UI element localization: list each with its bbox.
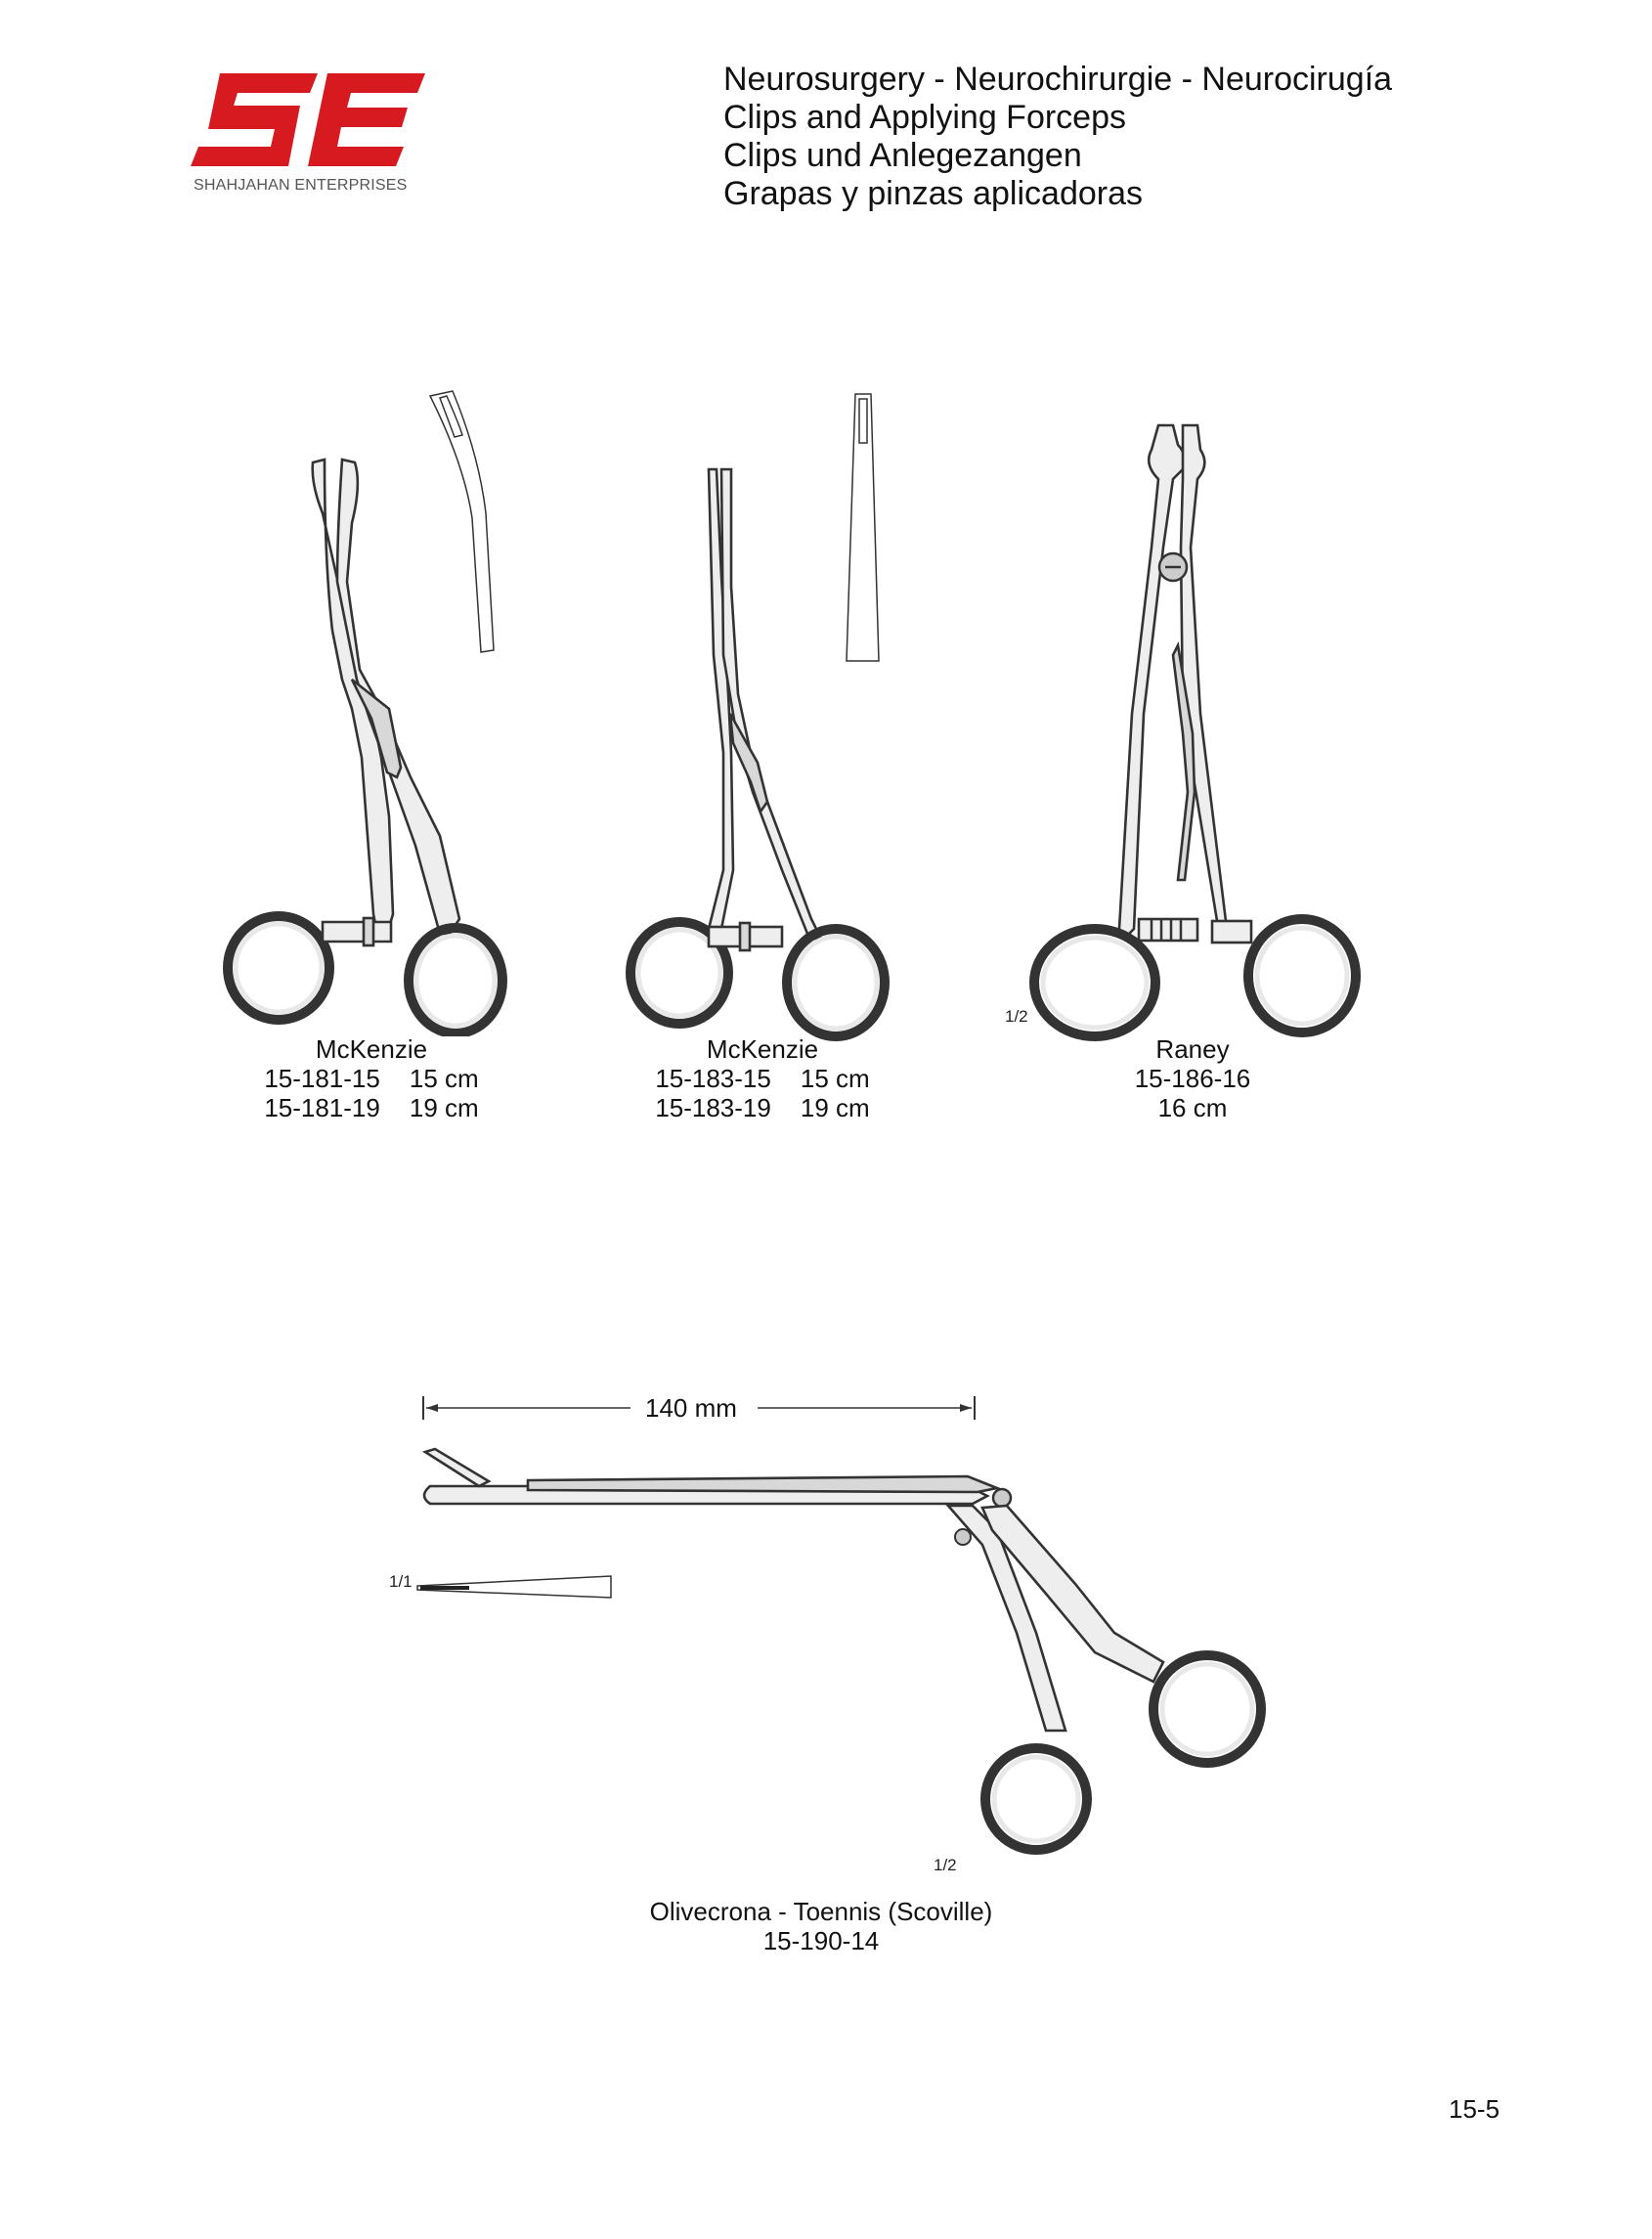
brand-name: SHAHJAHAN ENTERPRISES	[194, 177, 408, 194]
raney-clip-forceps-image	[1026, 420, 1369, 1046]
product-name: McKenzie	[706, 1034, 819, 1064]
product-size: 15 cm	[800, 1064, 870, 1093]
variant-row	[235, 1064, 508, 1093]
page-header	[723, 61, 1392, 213]
header-line-3: Clips und Anlegezangen	[723, 137, 1082, 174]
olivecrona-tip-scale-label: 1/1	[389, 1572, 413, 1591]
page-number: 15-5	[1449, 2094, 1500, 2124]
variant-row	[626, 1093, 899, 1122]
product-caption-mckenzie-2	[626, 1034, 899, 1122]
product-name: Olivecrona - Toennis (Scoville)	[649, 1897, 993, 1926]
header-line-1: Neurosurgery - Neurochirurgie - Neurocirugía	[723, 61, 1393, 98]
raney-scale-label: 1/2	[1005, 1007, 1028, 1026]
product-name: McKenzie	[315, 1034, 428, 1064]
product-size: 19 cm	[800, 1093, 870, 1122]
variant-row	[626, 1064, 899, 1093]
variant-row	[235, 1093, 508, 1122]
product-caption-mckenzie-1	[235, 1034, 508, 1122]
product-size: 15 cm	[409, 1064, 479, 1093]
product-size: 16 cm	[1157, 1093, 1228, 1122]
product-code: 15-183-15	[655, 1064, 771, 1093]
product-size: 19 cm	[409, 1093, 479, 1122]
dimension-label: 140 mm	[645, 1393, 737, 1423]
olivecrona-scale-label: 1/2	[934, 1856, 957, 1874]
header-line-4: Grapas y pinzas aplicadoras	[723, 175, 1144, 212]
product-caption-olivecrona	[626, 1897, 1017, 1955]
product-code: 15-181-19	[264, 1093, 380, 1122]
product-caption-raney	[1095, 1034, 1290, 1122]
product-name: Raney	[1155, 1034, 1230, 1064]
product-code: 15-181-15	[264, 1064, 380, 1093]
header-line-2: Clips and Applying Forceps	[723, 99, 1127, 136]
product-code: 15-190-14	[762, 1926, 880, 1955]
olivecrona-toennis-forceps-image	[411, 1437, 1281, 1887]
product-code: 15-183-19	[655, 1093, 771, 1122]
product-code: 15-186-16	[1134, 1064, 1251, 1093]
olivecrona-tip-detail	[415, 1574, 616, 1603]
mckenzie-curved-tip-detail	[425, 386, 513, 660]
mckenzie-straight-tip-detail	[836, 389, 894, 673]
